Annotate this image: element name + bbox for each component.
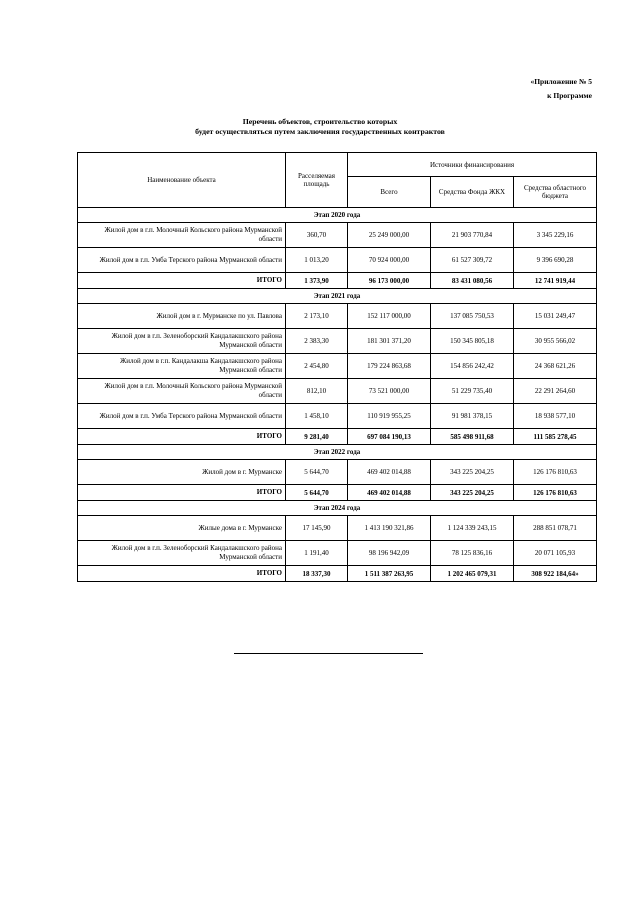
total-fund: 343 225 204,25 (431, 485, 514, 501)
fund-cell: 61 527 309,72 (431, 248, 514, 273)
region-cell: 22 291 264,60 (514, 379, 597, 404)
total-region: 308 922 184,64» (514, 566, 597, 582)
total-cell: 1 413 190 321,86 (348, 516, 431, 541)
area-cell: 2 454,80 (286, 354, 348, 379)
region-cell: 30 955 566,02 (514, 329, 597, 354)
document-title-line-2: будет осуществляться путем заключения государственных контрактов (195, 127, 445, 136)
total-cell: 181 301 371,20 (348, 329, 431, 354)
total-label: ИТОГО (78, 273, 286, 289)
region-cell: 20 071 105,93 (514, 541, 597, 566)
region-cell: 3 345 229,16 (514, 223, 597, 248)
area-cell: 812,10 (286, 379, 348, 404)
object-name: Жилой дом в г.п. Зеленоборский Кандалакшского района Мурманской области (78, 329, 286, 354)
area-cell: 1 013,20 (286, 248, 348, 273)
fund-cell: 343 225 204,25 (431, 460, 514, 485)
total-row (78, 485, 597, 501)
fund-cell: 21 903 770,84 (431, 223, 514, 248)
area-cell: 17 145,90 (286, 516, 348, 541)
total-cell: 98 196 942,09 (348, 541, 431, 566)
stage-header-row (78, 208, 597, 223)
object-name: Жилой дом в г.п. Зеленоборский Кандалакшского района Мурманской области (78, 541, 286, 566)
column-header-total: Всего (348, 177, 431, 208)
area-cell: 1 191,40 (286, 541, 348, 566)
total-cell: 179 224 863,68 (348, 354, 431, 379)
total-fund: 83 431 080,56 (431, 273, 514, 289)
stage-header-row (78, 445, 597, 460)
fund-cell: 154 856 242,42 (431, 354, 514, 379)
fund-cell: 51 229 735,40 (431, 379, 514, 404)
fund-cell: 137 085 750,53 (431, 304, 514, 329)
total-cell: 110 919 955,25 (348, 404, 431, 429)
stage-title: Этап 2022 года (78, 445, 597, 460)
stage-title: Этап 2024 года (78, 501, 597, 516)
total-cell: 25 249 000,00 (348, 223, 431, 248)
total-fund: 585 498 911,68 (431, 429, 514, 445)
table-row (78, 248, 597, 273)
total-fund: 1 202 465 079,31 (431, 566, 514, 582)
region-cell: 24 368 621,26 (514, 354, 597, 379)
program-label: к Программе (547, 91, 592, 100)
region-cell: 126 176 810,63 (514, 460, 597, 485)
object-name: Жилой дом в г.п. Молочный Кольского района Мурманской области (78, 223, 286, 248)
total-cell: 70 924 000,00 (348, 248, 431, 273)
total-area: 9 281,40 (286, 429, 348, 445)
total-label: ИТОГО (78, 485, 286, 501)
total-row (78, 273, 597, 289)
region-cell: 18 938 577,10 (514, 404, 597, 429)
stage-title: Этап 2020 года (78, 208, 597, 223)
region-cell: 288 851 078,71 (514, 516, 597, 541)
object-name: Жилой дом в г.п. Умба Терского района Мурманской области (78, 404, 286, 429)
annex-label: «Приложение № 5 (530, 77, 592, 86)
table-row (78, 379, 597, 404)
object-name: Жилой дом в г.п. Кандалакша Кандалакшского района Мурманской области (78, 354, 286, 379)
total-area: 1 373,90 (286, 273, 348, 289)
column-header-region: Средства областного бюджета (514, 177, 597, 208)
fund-cell: 78 125 836,16 (431, 541, 514, 566)
area-cell: 360,70 (286, 223, 348, 248)
total-area: 5 644,70 (286, 485, 348, 501)
table-row (78, 223, 597, 248)
column-header-name: Наименование объекта (78, 153, 286, 208)
area-cell: 1 458,10 (286, 404, 348, 429)
stage-header-row (78, 501, 597, 516)
table-row (78, 354, 597, 379)
column-header-sources: Источники финансирования (348, 153, 597, 177)
fund-cell: 1 124 339 243,15 (431, 516, 514, 541)
region-cell: 15 031 249,47 (514, 304, 597, 329)
stage-header-row (78, 289, 597, 304)
object-name: Жилой дом в г. Мурманске (78, 460, 286, 485)
total-cell: 73 521 000,00 (348, 379, 431, 404)
total-sum: 469 402 014,88 (348, 485, 431, 501)
total-sum: 697 084 190,13 (348, 429, 431, 445)
total-region: 111 585 278,45 (514, 429, 597, 445)
table-row (78, 541, 597, 566)
table-body (78, 208, 597, 582)
document-title-line-1: Перечень объектов, строительство которых (242, 117, 398, 126)
signature-rule (234, 653, 423, 654)
table-row (78, 404, 597, 429)
total-cell: 469 402 014,88 (348, 460, 431, 485)
column-header-fund: Средства Фонда ЖКХ (431, 177, 514, 208)
fund-cell: 91 981 378,15 (431, 404, 514, 429)
total-sum: 96 173 000,00 (348, 273, 431, 289)
total-row (78, 566, 597, 582)
stage-title: Этап 2021 года (78, 289, 597, 304)
total-row (78, 429, 597, 445)
area-cell: 2 383,30 (286, 329, 348, 354)
total-sum: 1 511 387 263,95 (348, 566, 431, 582)
region-cell: 9 396 690,28 (514, 248, 597, 273)
column-header-area: Расселяемая площадь (286, 153, 348, 208)
total-cell: 152 117 000,00 (348, 304, 431, 329)
object-name: Жилые дома в г. Мурманске (78, 516, 286, 541)
area-cell: 5 644,70 (286, 460, 348, 485)
area-cell: 2 173,10 (286, 304, 348, 329)
total-area: 18 337,30 (286, 566, 348, 582)
table-row (78, 516, 597, 541)
table-row (78, 460, 597, 485)
total-region: 126 176 810,63 (514, 485, 597, 501)
total-label: ИТОГО (78, 429, 286, 445)
object-name: Жилой дом в г. Мурманске по ул. Павлова (78, 304, 286, 329)
table-row (78, 329, 597, 354)
object-name: Жилой дом в г.п. Молочный Кольского района Мурманской области (78, 379, 286, 404)
total-label: ИТОГО (78, 566, 286, 582)
fund-cell: 150 345 805,18 (431, 329, 514, 354)
total-region: 12 741 919,44 (514, 273, 597, 289)
table-row (78, 304, 597, 329)
object-name: Жилой дом в г.п. Умба Терского района Мурманской области (78, 248, 286, 273)
objects-table (77, 152, 597, 582)
